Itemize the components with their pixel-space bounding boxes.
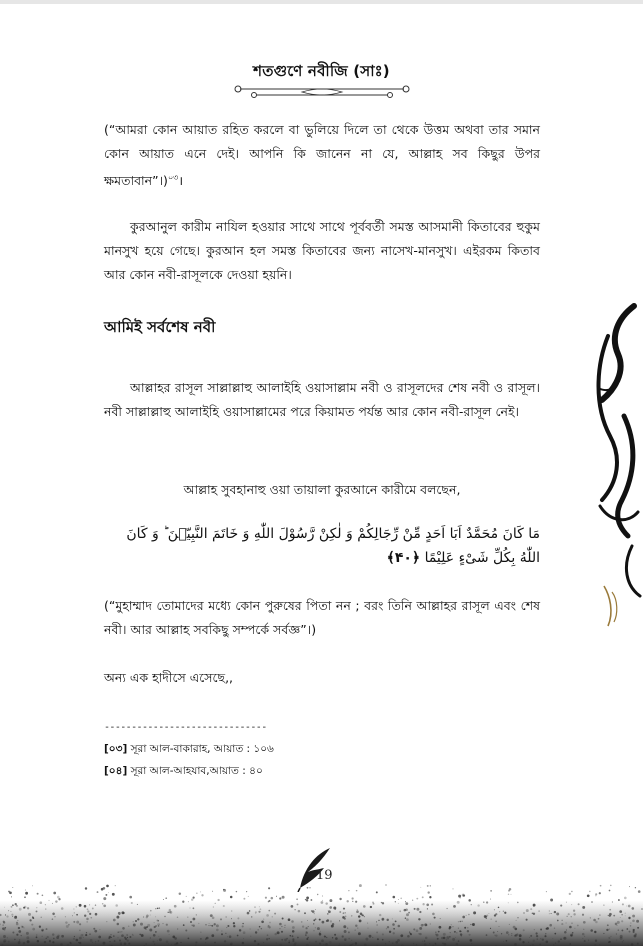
section-heading: আমিই সর্বশেষ নবী <box>104 318 216 336</box>
calligraphy-art-icon <box>588 296 643 636</box>
footnote-item <box>104 764 263 781</box>
footnote-divider: ------------------------------ <box>104 722 267 733</box>
title-ornament-icon <box>232 84 412 100</box>
body-paragraph: কুরআনুল কারীম নাযিল হওয়ার সাথে সাথে পূর্ববর্তী সমস্ত আসমানী কিতাবের হুকুম মানসুখ হয়ে গেছে। কুরআন হল সমস্ত কিতাবের জন্য নাসেখ-মানসুখ। এইরকম কিতাব আর কোন নবী-রাসূলকে দেওয়া হয়নি। <box>104 219 540 282</box>
page-title: শতগুণে নবীজি (সাঃ) <box>253 62 390 80</box>
closing-line: অন্য এক হাদীসে এসেছে,, <box>104 670 234 685</box>
top-edge-strip <box>0 0 643 4</box>
body-paragraph: আল্লাহর রাসূল সাল্লাল্লাহু আলাইহি ওয়াসাল্লাম নবী ও রাসূলদের শেষ নবী ও রাসূল। নবী সাল্লাল্লাহু আলাইহি ওয়াসাল্লামের পরে কিয়ামত পর্যন্ত আর কোন নবী-রাসূল নেই। <box>104 380 540 419</box>
footnote-ref: [০৩] <box>104 743 128 755</box>
translation-paragraph: (“মুহাম্মাদ তোমাদের মধ্যে কোন পুরুষের পিতা নন ; বরং তিনি আল্লাহর রাসূল এবং শেষ নবী। আর আল্লাহ সবকিছু সম্পর্কে সর্বজ্ঞ”।) <box>104 598 540 637</box>
footnote-text: সূরা আল-আহযাব,আয়াত : ৪০ <box>127 765 263 777</box>
footnote-text: সূরা আল-বাকারাহ, আয়াত : ১০৬ <box>127 743 274 755</box>
footnote-ref: [০৪] <box>104 765 128 777</box>
verse-number: ﴿۴۰﴾ <box>386 550 421 566</box>
intro-line: আল্লাহ সুবহানাহু ওয়া তায়ালা কুরআনে কারীমে বলছেন, <box>183 482 461 497</box>
grunge-texture-border <box>0 880 643 946</box>
arabic-verse: مَا كَانَ مُحَمَّدٌ اَبَا اَحَدٍ مِّنْ رِّجَالِكُمْ وَ لٰكِنْ رَّسُوْلَ اللّٰهِ وَ خَاتَمَ النَّبِيّٖنَ ؕ وَ كَانَ اللّٰهُ بِكُلِّ شَیْءٍ عَلِیْمًا ﴿۴۰﴾ <box>126 526 540 566</box>
footnote-marker: ০৩ <box>167 173 179 182</box>
quote-paragraph: (“আমরা কোন আয়াত রহিত করলে বা ভুলিয়ে দিলে তা থেকে উত্তম অথবা তার সমান কোন আয়াত এনে দেই। আপনি কি জানেন না যে, আল্লাহ সব কিছুর উপর ক্ষমতাবান”।)$^{০৩}$। <box>104 122 540 189</box>
page-number: 19 <box>316 868 333 883</box>
footnote-item <box>104 742 274 759</box>
